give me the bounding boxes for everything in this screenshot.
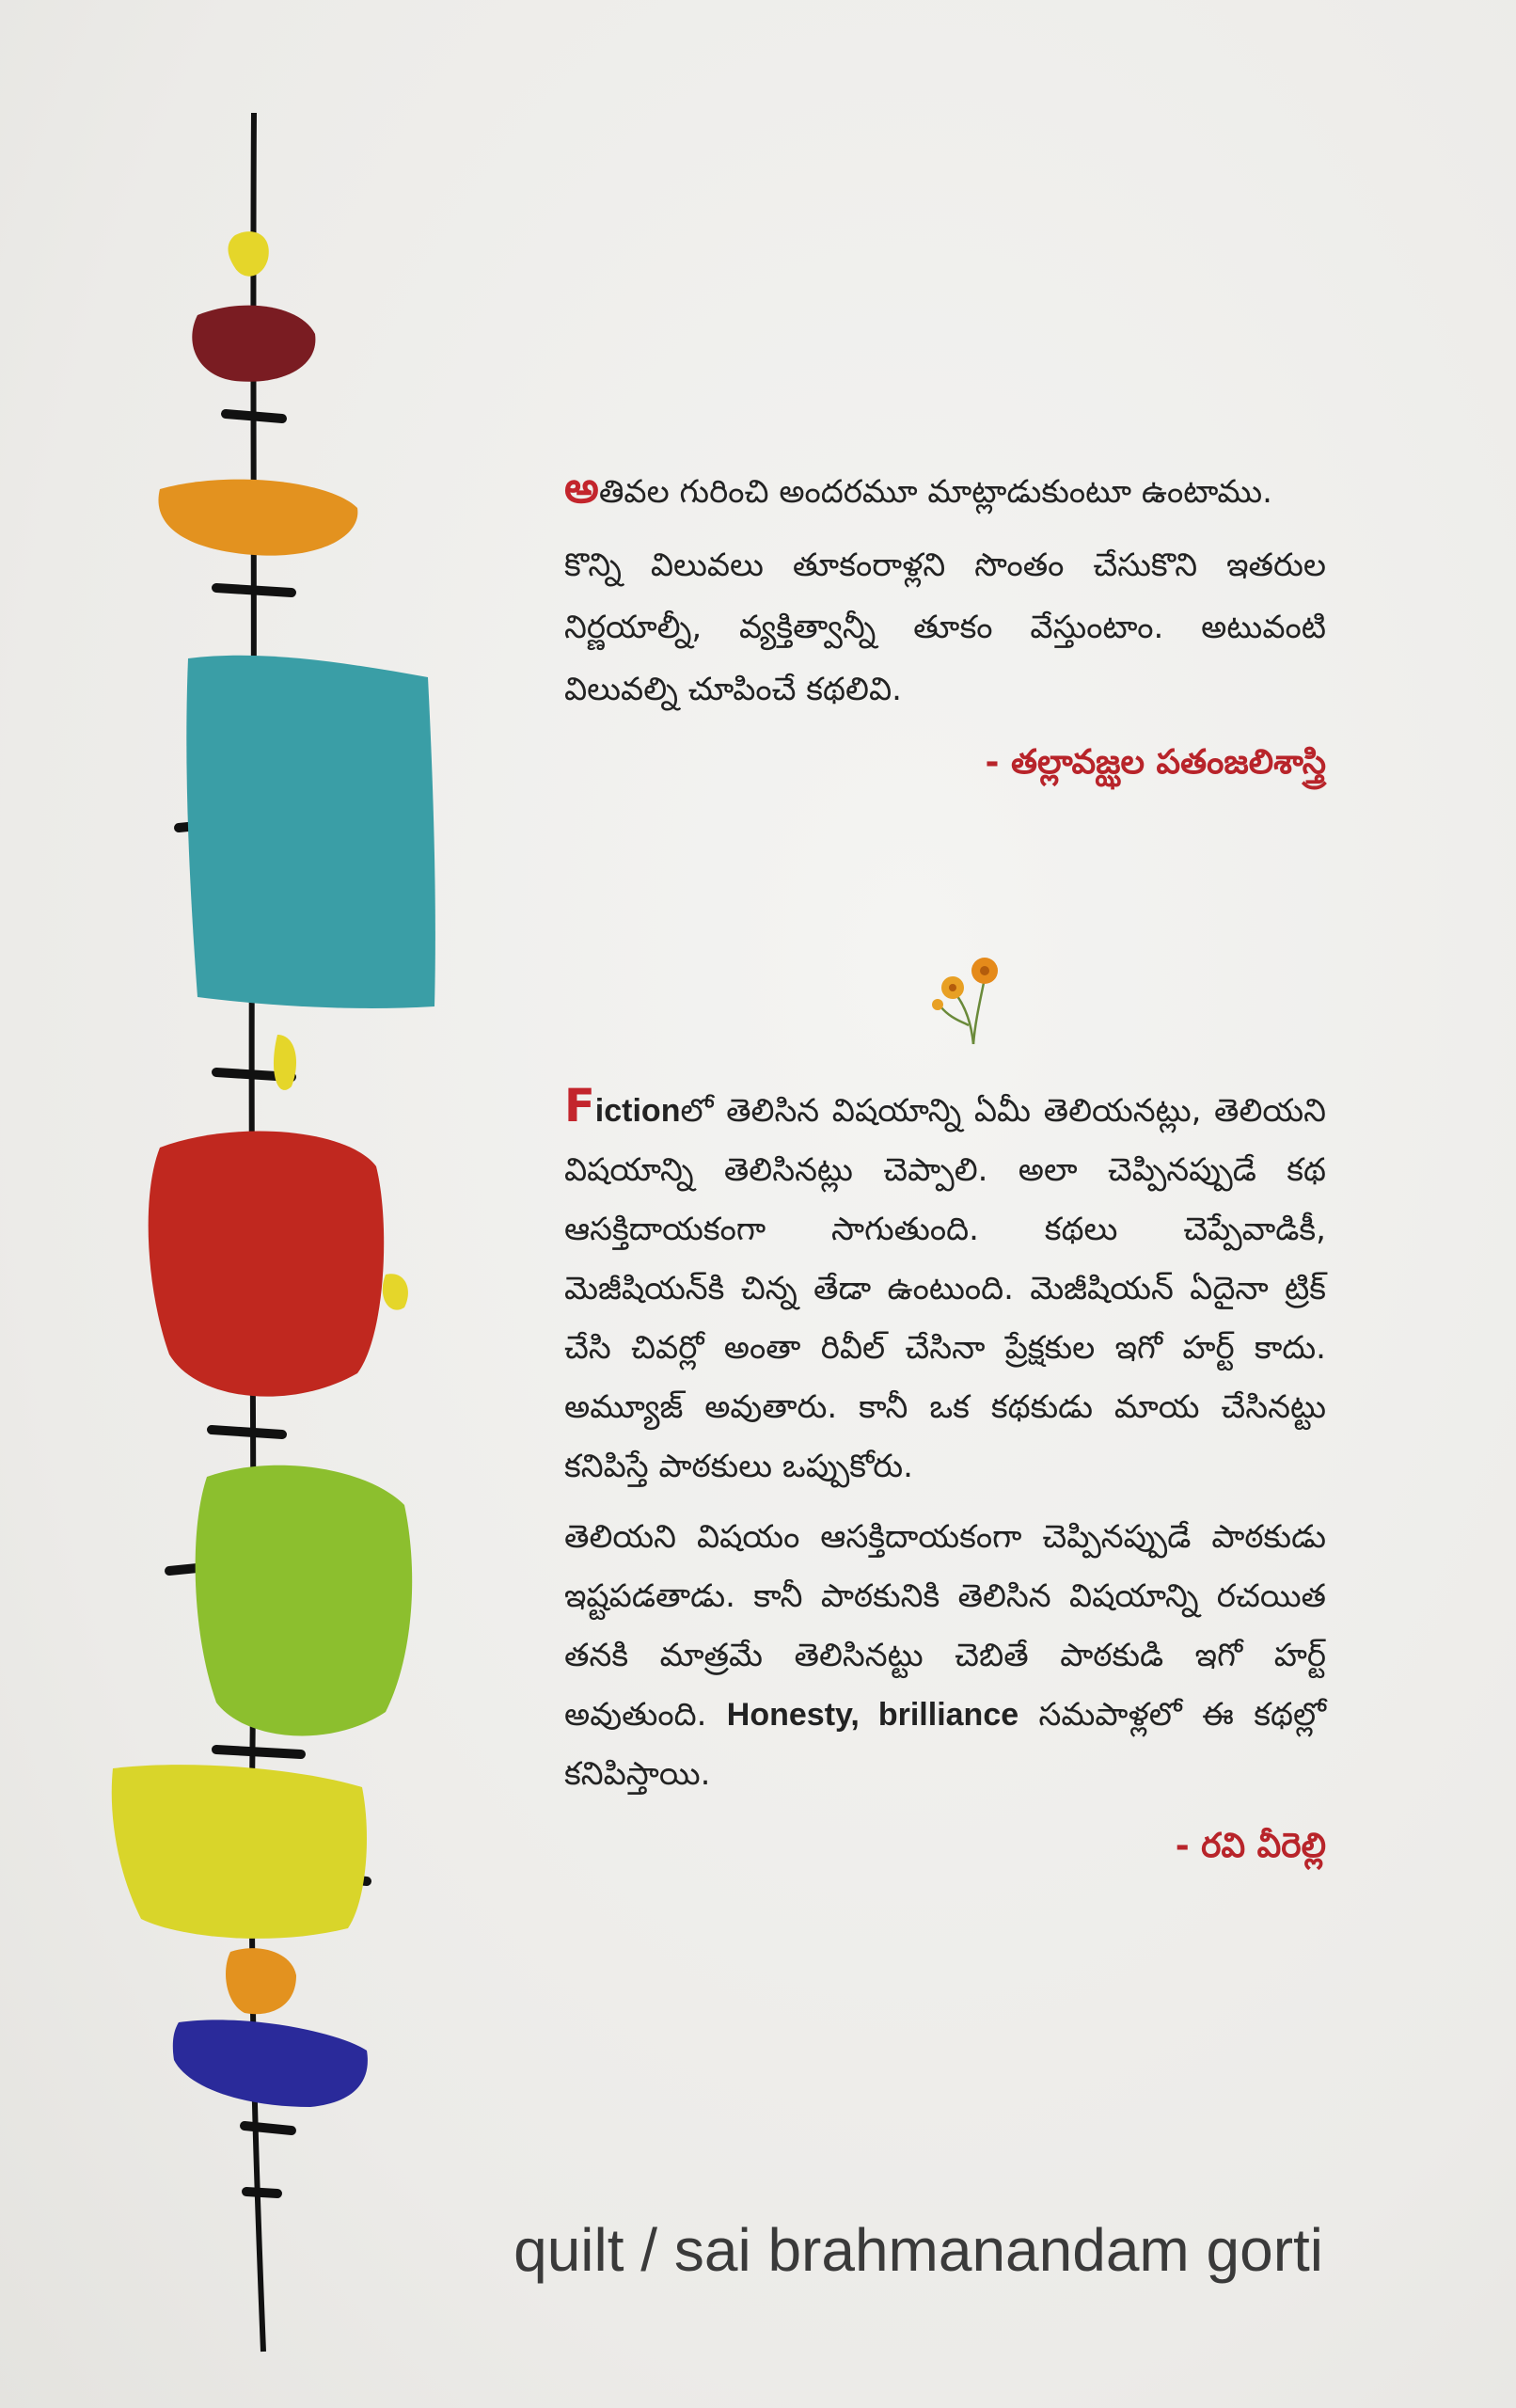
yellow-blob [112,1765,367,1939]
flower-ornament [926,950,1011,1054]
intro-attribution: - తల్లావజ్ఝల పతంజలిశాస్త్రి [985,743,1326,782]
intro-paragraph-1-text: తివల గురించి అందరమూ మాట్లాడుకుంటూ ఉంటాము. [598,473,1272,511]
blue-blob [173,2020,368,2107]
green-blob [196,1465,413,1736]
orange-blob [158,480,357,556]
yellow-dab-right [383,1274,408,1309]
honesty-brilliance-text: Honesty, brilliance [726,1697,1019,1733]
fiction-word-rest: iction [594,1093,681,1129]
review-paragraph-1-text: లో తెలిసిన విషయాన్ని ఏమీ తెలియనట్లు, తెలియని విషయాన్ని తెలిసినట్లు చెప్పాలి. అలా చెప్పినప్పుడే కథ ఆసక్తిదాయకంగా సాగుతుంది. కథలు చెప్పేవాడికీ, మెజీషియన్‌కి చిన్న తేడా ఉంటుంది. మెజీషియన్ ఏదైనా ట్రిక్ చేసి చివర్లో అంతా రివీల్ చేసినా ప్రేక్షకుల ఇగో హర్ట్ కాదు. అమ్యూజ్ అవుతారు. కానీ ఒక కథకుడు మాయ చేసినట్టు కనిపిస్తే పాఠకులు ఒప్పుకోరు. [564,1092,1326,1485]
red-blob [149,1132,385,1397]
teal-square [186,656,435,1008]
review-paragraph-2 [564,1508,1326,1804]
yellow-dab-mid [274,1035,296,1090]
intro-paragraph-1 [564,456,1326,523]
review-attribution: - రవి వీరెల్లి [1175,1827,1326,1865]
review-paragraph-1 [564,1077,1326,1497]
title-author-line: quilt / sai brahmanandam gorti [513,2216,1323,2284]
quilt-strand-illustration [85,94,498,2370]
maroon-blob [192,306,315,382]
review-paragraph-2-text-b: సమపాళ్లలో ఈ కథల్లో కనిపిస్తాయి. [564,1696,1326,1793]
dropcap-letter: అ [564,462,599,513]
intro-block [564,456,1326,794]
review-paragraph-2-text-a: తెలియని విషయం ఆసక్తిదాయకంగా చెప్పినప్పుడే పాఠకుడు ఇష్టపడతాడు. కానీ పాఠకునికి తెలిసిన విషయాన్ని రచయిత తనకి మాత్రమే తెలిసినట్టు చెబితే పాఠకుడి ఇగో హర్ట్ అవుతుంది. [564,1518,1326,1734]
yellow-dab-top [229,231,269,277]
orange-small-blob [226,1948,296,2014]
dropcap-f: F [564,1080,595,1133]
intro-paragraph-2: కొన్ని విలువలు తూకంరాళ్లని సొంతం చేసుకొని ఇతరుల నిర్ణయాల్నీ, వ్యక్తిత్వాన్నీ తూకం వేస్తుంటాం. అటువంటి విలువల్ని చూపించే కథలివి. [564,547,1326,708]
review-block [564,1077,1326,1877]
